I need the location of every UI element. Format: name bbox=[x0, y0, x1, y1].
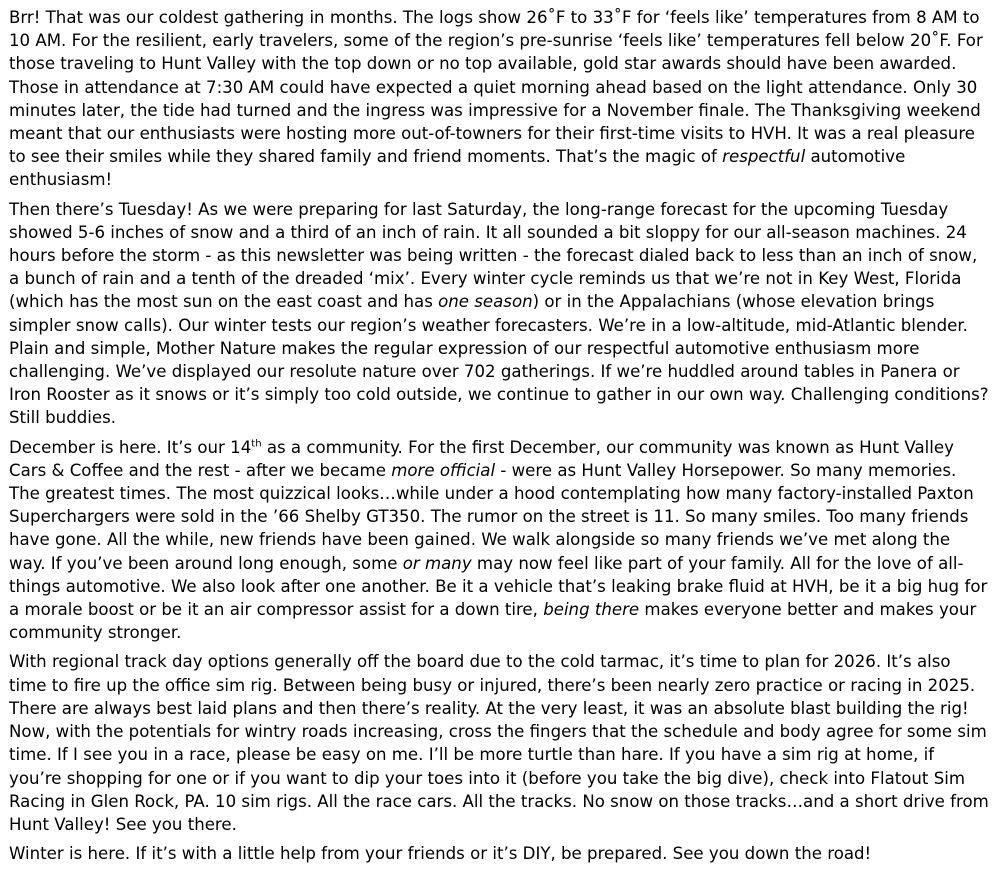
paragraph-cold-gathering bbox=[9, 6, 990, 192]
text-run: Then there’s Tuesday! As we were preparing for last Saturday, the long-range forecast for the upcoming Tuesday showed 5-6 inches of snow and a third of an inch of rain. It all sounded a bit sloppy for our all-season machines. 24 hours before the storm - as this newsletter was being written - the forecast dialed back to less than an inch of snow, a bunch of rain and a tenth of the dreaded ‘mix’. Every winter cycle reminds us that we’re not in Key West, Florida (which has the most sun on the east coast and has bbox=[9, 199, 978, 312]
text-run: automotive enthusiasm! bbox=[9, 147, 906, 190]
emphasis-more-official: more official bbox=[391, 460, 496, 480]
text-run: With regional track day options generally off the board due to the cold tarmac, it’s time to plan for 2026. It’s also time to fire up the office sim rig. Between being busy or injured, there’s been nearly zero practice or racing in 2025. There are always best laid plans and then there’s reality. At the very least, it was an absolute blast building the rig! Now, with the potentials for wintry roads increasing, cross the fingers that the schedule and body agree for some sim time. If I see you in a race, please be easy on me. I’ll be more turtle than hare. If you have a sim rig at home, if you’re shopping for one or if you want to dip your toes into it (before you take the big dive), check into Flatout Sim Racing in Glen Rock, PA. 10 sim rigs. All the race cars. All the tracks. No snow on those tracks…and a short drive from Hunt Valley! See you there. bbox=[9, 652, 989, 834]
text-run: Winter is here. If it’s with a little help from your friends or it’s DIY, be prepared. See you down the road! bbox=[9, 844, 872, 864]
paragraph-winter-closing bbox=[9, 842, 990, 865]
text-run: makes everyone better and makes your community stronger. bbox=[9, 600, 977, 643]
text-run: as a community. For the first December, our community was known as Hunt Valley Cars & Coffee and the rest - after we became bbox=[9, 437, 954, 480]
text-run: Brr! That was our coldest gathering in months. The logs show 26˚F to 33˚F for ‘feels like’ temperatures from 8 AM to 10 AM. For the resilient, early travelers, some of the region’s pre-sunrise ‘feels like’ temperatures fell below 20˚F. For those traveling to Hunt Valley with the top down or no top available, gold star awards should have been awarded. Those in attendance at 7:30 AM could have expected a quiet morning ahead based on the light attendance. Only 30 minutes later, the tide had turned and the ingress was impressive for a November finale. The Thanksgiving weekend meant that our enthusiasts were hosting more out-of-towners for their first-time visits to HVH. It was a real pleasure to see their smiles while they shared family and friend moments. That’s the magic of bbox=[9, 8, 983, 167]
text-run: - were as Hunt Valley Horsepower. So many memories. The greatest times. The most quizzical looks…while under a hood contemplating how many factory-installed Paxton Superchargers were sold in the ’66 Shelby GT350. The rumor on the street is 11. So many smiles. Too many friends have gone. All the while, new friends have been gained. We walk alongside so many friends we’ve met along the way. If you’ve been around long enough, some bbox=[9, 460, 974, 573]
text-run: may now feel like part of your family. All for the love of all-things automotive. We also look after one another. Be it a vehicle that’s leaking brake fluid at HVH, be it a big hug for a morale boost or be it an air compressor assist for a down tire, bbox=[9, 553, 988, 620]
text-run: ) or in the Appalachians (whose elevation brings simpler snow calls). Our winter tests our region’s weather forecasters. We’re in a low-altitude, mid-Atlantic blender. Plain and simple, Mother Nature makes the regular expression of our respectful automotive enthusiasm more challenging. We’ve displayed our resolute nature over 702 gatherings. If we’re huddled around tables in Panera or Iron Rooster as it snows or it’s simply too cold outside, we continue to gather in our own way. Challenging conditions? Still buddies. bbox=[9, 292, 989, 428]
emphasis-or-many: or many bbox=[402, 553, 472, 573]
emphasis-being-there: being there bbox=[543, 600, 640, 620]
paragraph-december-community bbox=[9, 436, 990, 645]
paragraph-tuesday-forecast bbox=[9, 198, 990, 430]
paragraph-sim-racing bbox=[9, 650, 990, 836]
text-run: December is here. It’s our 14 bbox=[9, 437, 252, 457]
emphasis-one-season: one season bbox=[438, 292, 533, 312]
emphasis-respectful: respectful bbox=[722, 147, 806, 167]
ordinal-superscript: th bbox=[251, 438, 262, 450]
